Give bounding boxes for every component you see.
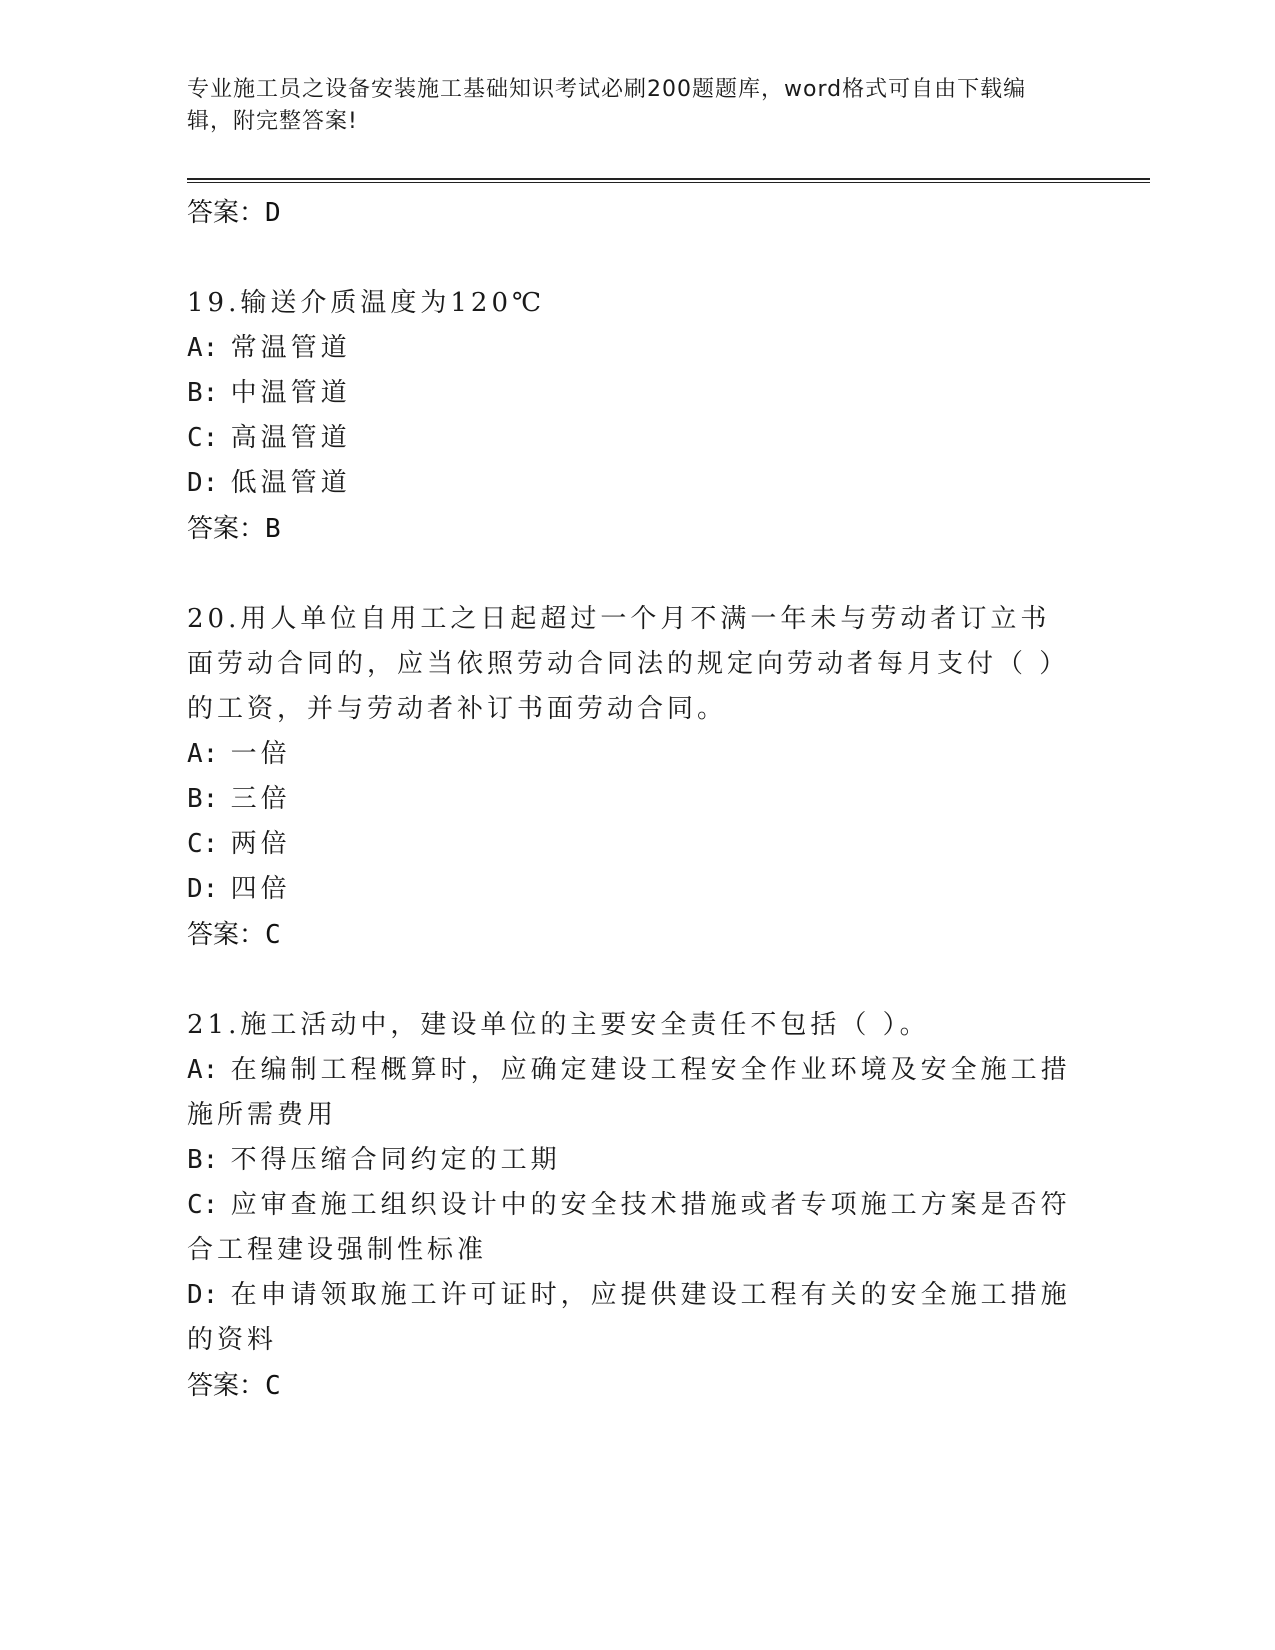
question-number: 19. xyxy=(187,288,241,318)
question-body: 输送介质温度为120℃ xyxy=(240,288,546,318)
option-d xyxy=(187,867,1077,912)
option-c xyxy=(187,1183,1077,1273)
option-b xyxy=(187,1138,1077,1183)
question-text xyxy=(187,597,1077,732)
option-text: 在编制工程概算时，应确定建设工程安全作业环境及安全施工措施所需费用 xyxy=(187,1055,1071,1130)
option-d xyxy=(187,1273,1077,1363)
option-letter: A: xyxy=(187,1055,219,1085)
question-number: 21. xyxy=(187,1010,241,1040)
option-letter: B: xyxy=(187,784,219,814)
header-divider xyxy=(187,178,1150,183)
option-text: 不得压缩合同约定的工期 xyxy=(230,1145,561,1175)
answer-line xyxy=(187,912,1077,958)
option-text: 常温管道 xyxy=(230,333,351,363)
option-text: 三倍 xyxy=(230,784,291,814)
option-text: 高温管道 xyxy=(230,423,351,453)
header-text: 专业施工员之设备安装施工基础知识考试必刷200题题库，word格式可自由下载编辑，附完整答案! xyxy=(187,77,1027,134)
answer-line xyxy=(187,190,1077,236)
option-text: 四倍 xyxy=(230,874,291,904)
option-b xyxy=(187,777,1077,822)
answer-label: 答案： xyxy=(187,1371,266,1401)
page-header xyxy=(187,74,1067,138)
question-body: 施工活动中，建设单位的主要安全责任不包括（ ）。 xyxy=(240,1010,930,1040)
answer-value: B xyxy=(265,514,281,544)
option-letter: D: xyxy=(187,468,219,498)
question-text xyxy=(187,1003,1077,1048)
option-letter: C: xyxy=(187,1190,219,1220)
question-list xyxy=(187,190,1077,1409)
question-number: 20. xyxy=(187,604,241,634)
answer-label: 答案： xyxy=(187,198,266,228)
answer-value: D xyxy=(265,198,281,228)
option-letter: C: xyxy=(187,423,219,453)
option-text: 在申请领取施工许可证时，应提供建设工程有关的安全施工措施的资料 xyxy=(187,1280,1071,1355)
option-a xyxy=(187,326,1077,371)
spacer xyxy=(187,958,1077,1003)
answer-label: 答案： xyxy=(187,514,266,544)
option-text: 应审查施工组织设计中的安全技术措施或者专项施工方案是否符合工程建设强制性标准 xyxy=(187,1190,1071,1265)
option-text: 低温管道 xyxy=(230,468,351,498)
option-letter: C: xyxy=(187,829,219,859)
spacer xyxy=(187,236,1077,281)
option-letter: A: xyxy=(187,739,219,769)
option-letter: B: xyxy=(187,378,219,408)
question-block xyxy=(187,1003,1077,1409)
question-block xyxy=(187,281,1077,552)
question-block xyxy=(187,597,1077,958)
option-text: 中温管道 xyxy=(230,378,351,408)
answer-label: 答案： xyxy=(187,920,266,950)
answer-line xyxy=(187,506,1077,552)
option-text: 一倍 xyxy=(230,739,291,769)
spacer xyxy=(187,552,1077,597)
option-a xyxy=(187,1048,1077,1138)
answer-value: C xyxy=(265,920,281,950)
option-text: 两倍 xyxy=(230,829,291,859)
option-a xyxy=(187,732,1077,777)
question-text xyxy=(187,281,1077,326)
option-letter: B: xyxy=(187,1145,219,1175)
option-c xyxy=(187,416,1077,461)
option-c xyxy=(187,822,1077,867)
question-body: 用人单位自用工之日起超过一个月不满一年未与劳动者订立书面劳动合同的，应当依照劳动合同法的规定向劳动者每月支付（ ）的工资，并与劳动者补订书面劳动合同。 xyxy=(187,604,1070,724)
answer-line xyxy=(187,1363,1077,1409)
answer-value: C xyxy=(265,1371,281,1401)
option-b xyxy=(187,371,1077,416)
option-letter: D: xyxy=(187,874,219,904)
option-d xyxy=(187,461,1077,506)
option-letter: A: xyxy=(187,333,219,363)
option-letter: D: xyxy=(187,1280,219,1310)
